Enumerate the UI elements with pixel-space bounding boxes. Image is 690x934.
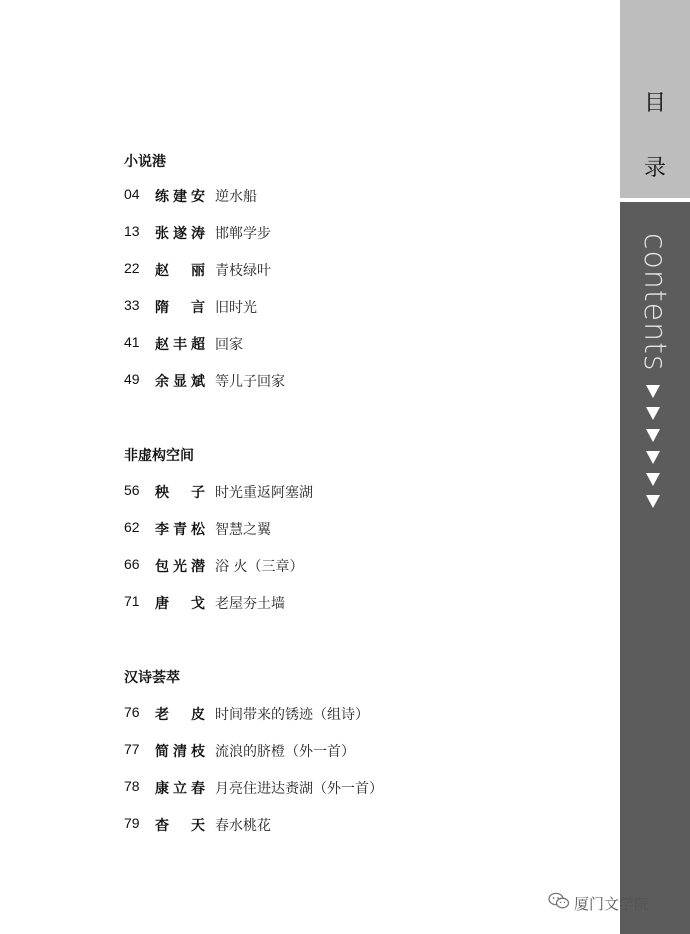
author-name: 康立春 <box>155 781 205 797</box>
author-name: 赵丰超 <box>155 337 205 353</box>
down-triangle-icon <box>646 407 660 420</box>
page-number: 79 <box>124 815 140 831</box>
author-name: 杳天 <box>155 818 205 834</box>
arrow-column <box>640 385 666 517</box>
page-number: 56 <box>124 482 140 498</box>
page-number: 62 <box>124 519 140 535</box>
author-name: 隋言 <box>155 300 205 316</box>
section-title-nonfiction: 非虚构空间 <box>124 448 194 464</box>
author-name: 老皮 <box>155 707 205 723</box>
toc-title-char-1: 目 <box>643 91 666 116</box>
section-title-poetry: 汉诗荟萃 <box>124 670 180 686</box>
page-number: 71 <box>124 593 140 609</box>
work-title: 智慧之翼 <box>215 522 271 538</box>
down-triangle-icon <box>646 451 660 464</box>
author-name: 张遂涛 <box>155 226 205 242</box>
wechat-icon <box>548 892 570 914</box>
author-name: 李青松 <box>155 522 205 538</box>
toc-title-char-2: 录 <box>643 156 666 181</box>
down-triangle-icon <box>646 473 660 486</box>
work-title: 浴 火（三章） <box>215 559 304 575</box>
work-title: 逆水船 <box>215 189 257 205</box>
page-number: 78 <box>124 778 140 794</box>
work-title: 等儿子回家 <box>215 374 285 390</box>
sidebar-title-panel <box>620 0 690 198</box>
work-title: 老屋夯土墙 <box>215 596 285 612</box>
work-title: 回家 <box>215 337 243 353</box>
work-title: 青枝绿叶 <box>215 263 271 279</box>
author-name: 唐戈 <box>155 596 205 612</box>
page-number: 22 <box>124 260 140 276</box>
work-title: 月亮住进达赉湖（外一首） <box>215 781 383 797</box>
page-number: 76 <box>124 704 140 720</box>
work-title: 邯郸学步 <box>215 226 271 242</box>
work-title: 旧时光 <box>215 300 257 316</box>
author-name: 练建安 <box>155 189 205 205</box>
section-title-fiction: 小说港 <box>124 154 166 170</box>
contents-label: contents <box>637 233 672 372</box>
work-title: 春水桃花 <box>215 818 271 834</box>
page-number: 13 <box>124 223 140 239</box>
page-number: 33 <box>124 297 140 313</box>
page-number: 77 <box>124 741 140 757</box>
work-title: 时光重返阿塞湖 <box>215 485 313 501</box>
page-number: 49 <box>124 371 140 387</box>
page-number: 04 <box>124 186 140 202</box>
down-triangle-icon <box>646 385 660 398</box>
work-title: 时间带来的锈迹（组诗） <box>215 707 369 723</box>
down-triangle-icon <box>646 429 660 442</box>
author-name: 包光潜 <box>155 559 205 575</box>
author-name: 简清枝 <box>155 744 205 760</box>
author-name: 赵丽 <box>155 263 205 279</box>
down-triangle-icon <box>646 495 660 508</box>
work-title: 流浪的脐橙（外一首） <box>215 744 355 760</box>
author-name: 秧子 <box>155 485 205 501</box>
watermark-text: 厦门文学院 <box>574 894 650 913</box>
page-number: 66 <box>124 556 140 572</box>
author-name: 余显斌 <box>155 374 205 390</box>
watermark <box>548 893 649 913</box>
page-number: 41 <box>124 334 140 350</box>
